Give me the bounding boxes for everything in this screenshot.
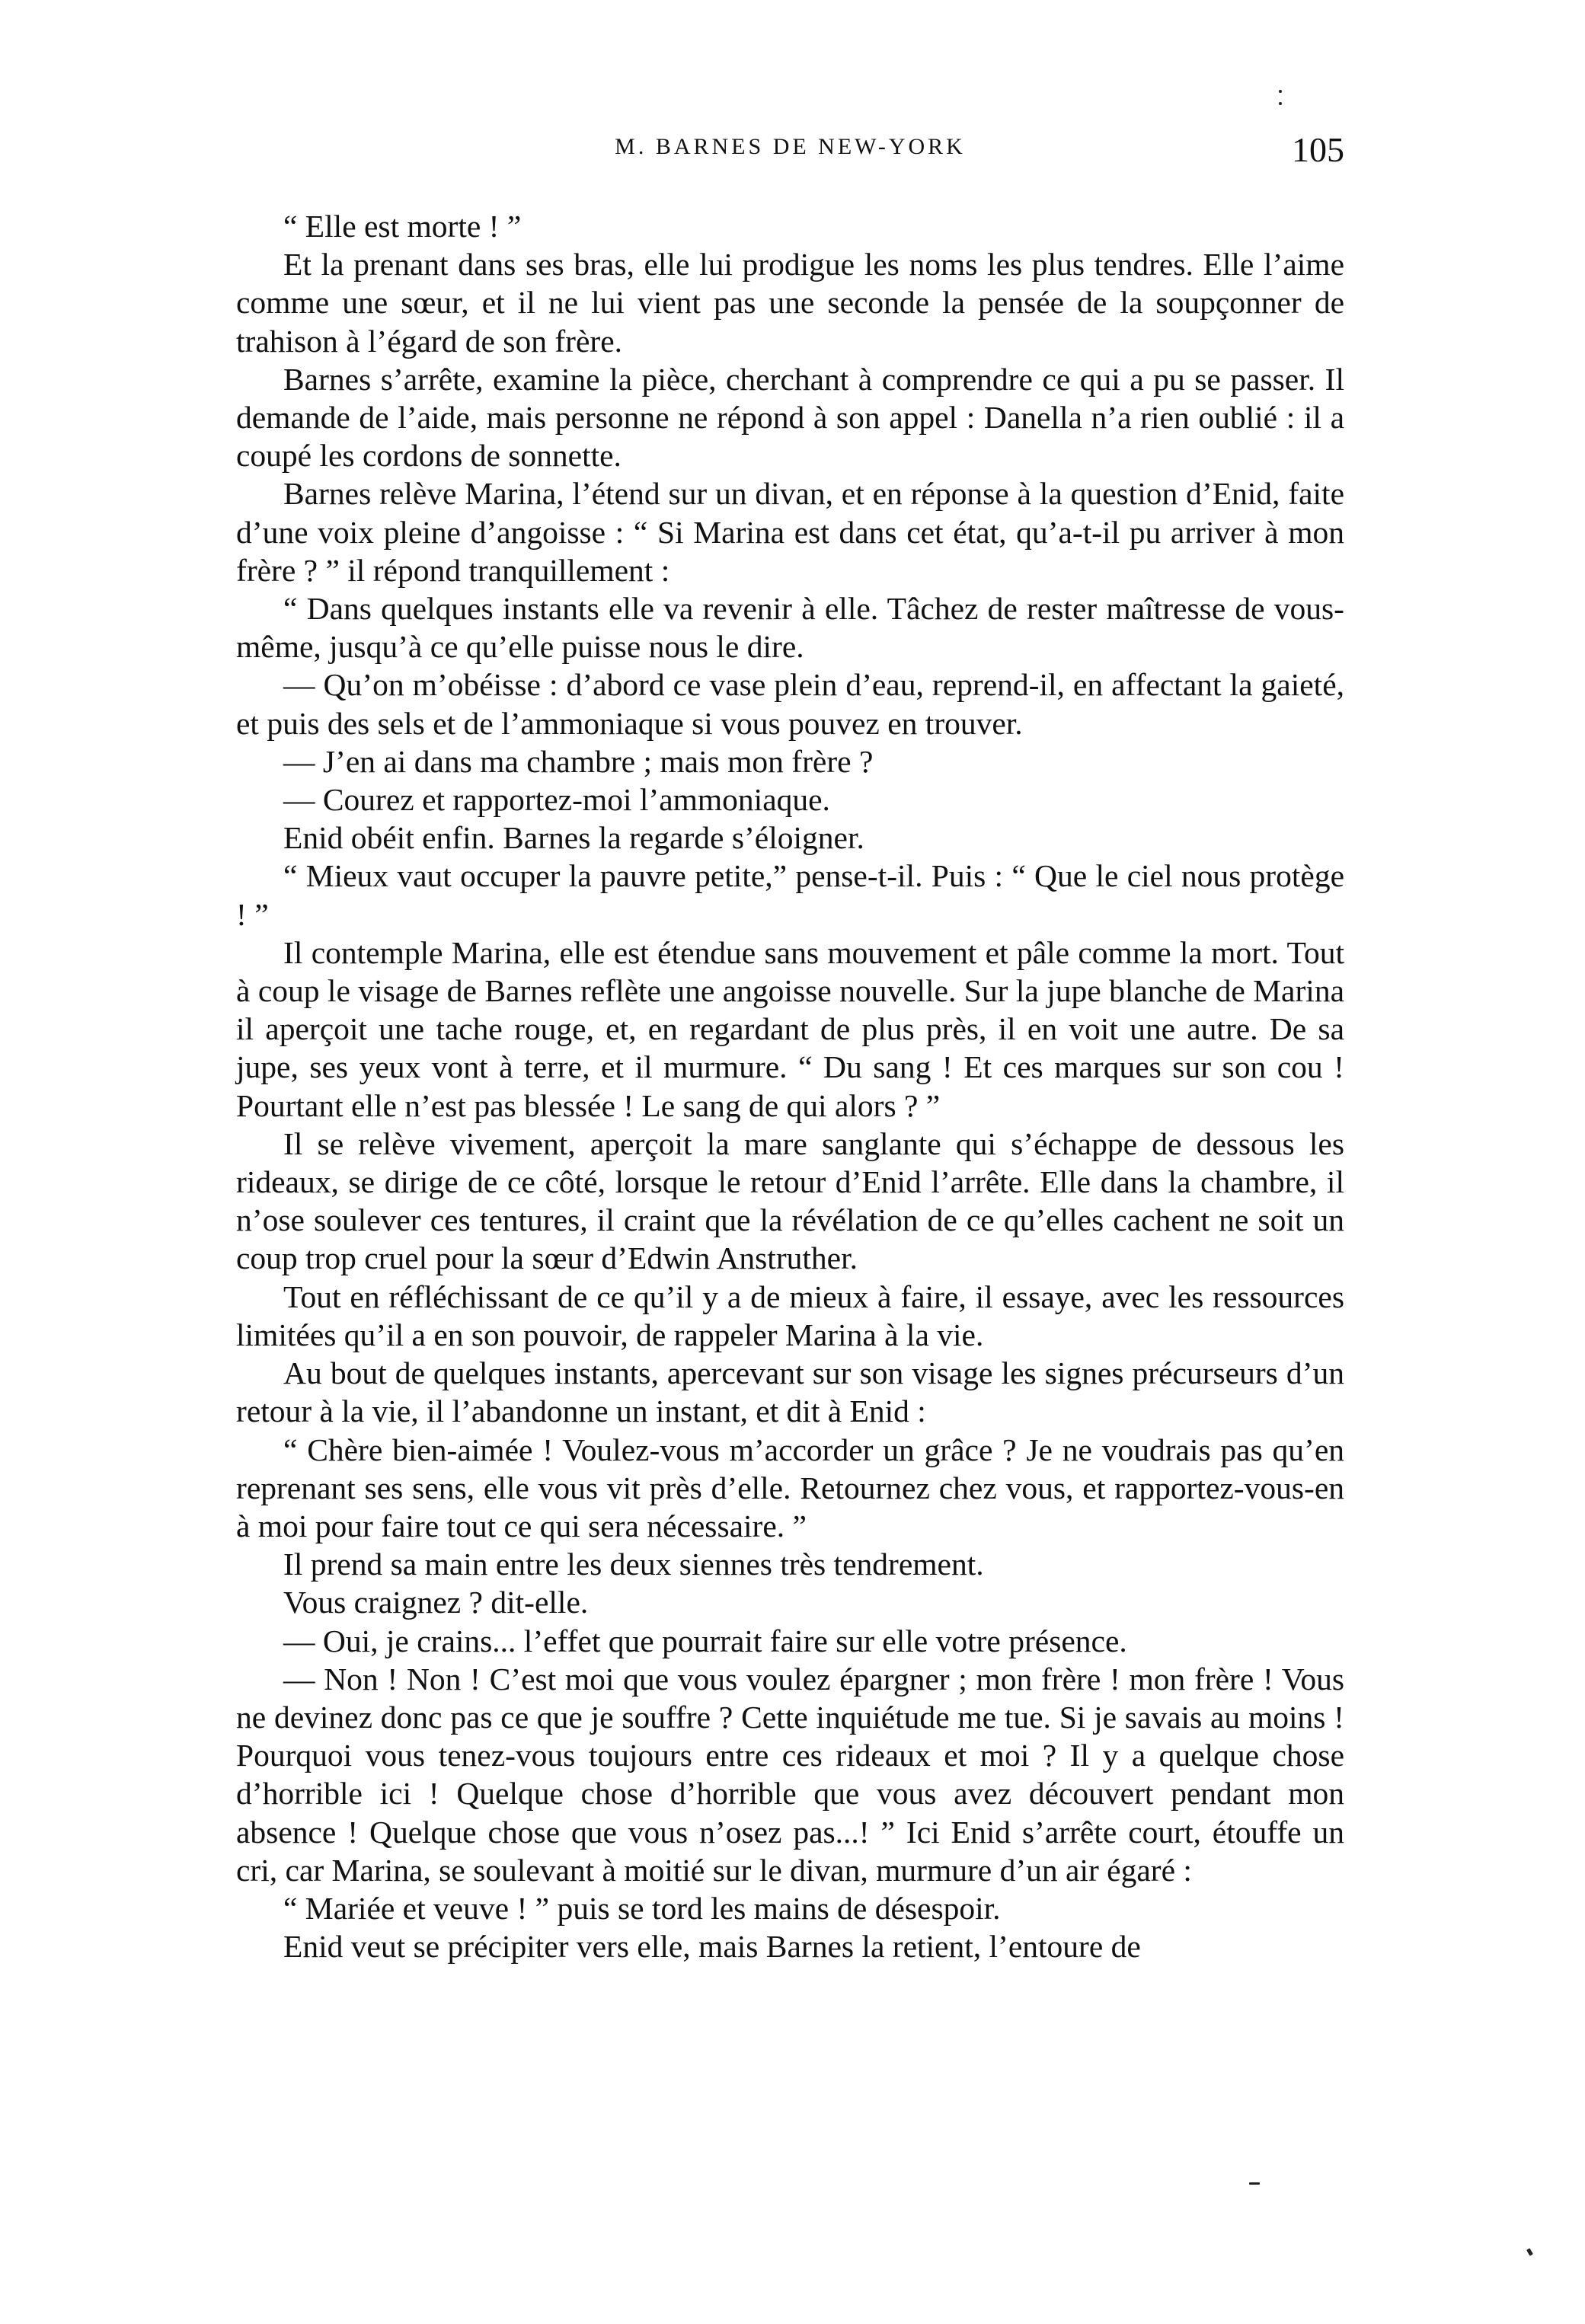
paragraph: Vous craignez ? dit-elle.: [283, 1585, 589, 1620]
paragraph: — Courez et rapportez-moi l’ammoniaque.: [283, 782, 830, 818]
paragraph: Enid veut se précipiter vers elle, mais Barnes la retient, l’entoure de: [283, 1929, 1141, 1965]
paragraph: “ Elle est morte ! ”: [283, 209, 522, 244]
paragraph: Enid obéit enfin. Barnes la regarde s’éloigner.: [283, 820, 864, 856]
paragraph: Il se relève vivement, aperçoit la mare sanglante qui s’échappe de dessous les rideaux, se dirige de ce côté, lorsque le retour d’Enid l’arrête. Elle dans la chambre, il n’ose soulever ces tentures, il craint que la révélation de ce qu’elles cachent ne soit un coup trop cruel pour la sœur d’Edwin Anstruther.: [236, 1125, 1344, 1276]
paragraph: Barnes s’arrête, examine la pièce, cherchant à comprendre ce qui a pu se passer. Il demande de l’aide, mais personne ne répond à son appel : Danella n’a rien oublié : il a coupé les cordons de sonnette.: [236, 361, 1344, 474]
running-head: [236, 129, 1344, 175]
paragraph: Et la prenant dans ses bras, elle lui prodigue les noms les plus tendres. Elle l’aime comme une sœur, et il ne lui vient pas une seconde la pensée de la soupçonner de trahison à l’égard de son frère.: [236, 247, 1344, 359]
page-number: 105: [1292, 130, 1344, 169]
paragraph: “ Mariée et veuve ! ” puis se tord les mains de désespoir.: [283, 1890, 1001, 1926]
paragraph: Il prend sa main entre les deux siennes très tendrement.: [283, 1547, 984, 1582]
scan-speck: [1249, 2182, 1260, 2185]
body-text: [236, 207, 1344, 1965]
paragraph: Tout en réfléchissant de ce qu’il y a de mieux à faire, il essaye, avec les ressources limitées qu’il a en son pouvoir, de rappeler Marina à la vie.: [236, 1279, 1344, 1352]
paragraph: “ Chère bien-aimée ! Voulez-vous m’accorder un grâce ? Je ne voudrais pas qu’en reprenant ses sens, elle vous vit près d’elle. Retournez chez vous, et rapportez-vous-en à moi pour faire tout ce qui sera nécessaire. ”: [236, 1432, 1344, 1543]
paragraph: “ Mieux vaut occuper la pauvre petite,” pense-t-il. Puis : “ Que le ciel nous protège ! ”: [236, 858, 1344, 932]
scan-speck: [1526, 2248, 1533, 2255]
scan-speck: [1279, 90, 1282, 93]
paragraph: — Non ! Non ! C’est moi que vous voulez épargner ; mon frère ! mon frère ! Vous ne devinez donc pas ce que je souffre ? Cette inquiétude me tue. Si je savais au moins ! Pourquoi vous tenez-vous toujours entre ces rideaux et moi ? Il y a quelque chose d’horrible ici ! Quelque chose d’horrible que vous avez découvert pendant mon absence ! Quelque chose que vous n’osez pas...! ” Ici Enid s’arrête court, étouffe un cri, car Marina, se soulevant à moitié sur le divan, murmure d’un air égaré :: [236, 1661, 1344, 1888]
paragraph: — J’en ai dans ma chambre ; mais mon frère ?: [283, 743, 874, 779]
running-title: M. BARNES DE NEW-YORK: [615, 134, 966, 159]
paragraph: “ Dans quelques instants elle va revenir à elle. Tâchez de rester maîtresse de vous-même, jusqu’à ce qu’elle puisse nous le dire.: [236, 591, 1344, 665]
paragraph: — Qu’on m’obéisse : d’abord ce vase plein d’eau, reprend-il, en affectant la gaieté, et puis des sels et de l’ammoniaque si vous pouvez en trouver.: [236, 667, 1344, 741]
paragraph: Il contemple Marina, elle est étendue sans mouvement et pâle comme la mort. Tout à coup le visage de Barnes reflète une angoisse nouvelle. Sur la jupe blanche de Marina il aperçoit une tache rouge, et, en regardant de plus près, il en voit une autre. De sa jupe, ses yeux vont à terre, et il murmure. “ Du sang ! Et ces marques sur son cou ! Pourtant elle n’est pas blessée ! Le sang de qui alors ? ”: [236, 934, 1344, 1123]
paragraph: — Oui, je crains... l’effet que pourrait faire sur elle votre présence.: [283, 1623, 1127, 1658]
scan-speck: [1279, 102, 1282, 105]
paragraph: Au bout de quelques instants, apercevant sur son visage les signes précurseurs d’un retour à la vie, il l’abandonne un instant, et dit à Enid :: [236, 1355, 1344, 1429]
paragraph: Barnes relève Marina, l’étend sur un divan, et en réponse à la question d’Enid, faite d’une voix pleine d’angoisse : “ Si Marina est dans cet état, qu’a-t-il pu arriver à mon frère ? ” il répond tranquillement :: [236, 476, 1344, 588]
